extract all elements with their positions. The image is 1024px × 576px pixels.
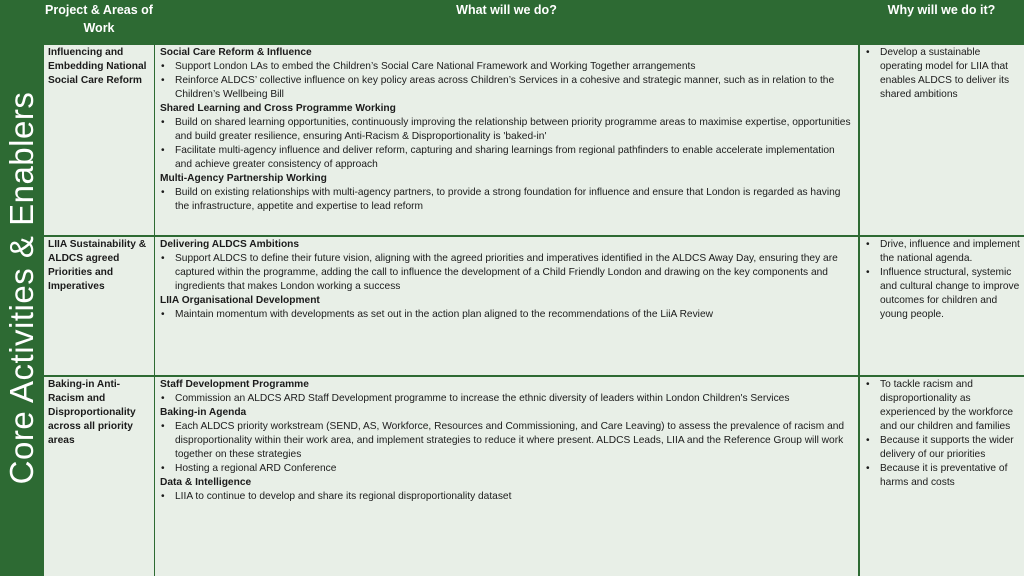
side-banner (0, 0, 44, 576)
list-item: • Build on existing relationships with multi-agency partners, to provide a strong foundation for influence and ensure that London is regarded as having the infrastructure, appetite and expertise to lead reform (160, 186, 854, 214)
row1-what (155, 45, 858, 235)
list-item: • Hosting a regional ARD Conference (160, 462, 854, 476)
row3-area: Baking-in Anti-Racism and Disproportionality across all priority areas (44, 377, 154, 576)
row1-area: Influencing and Embedding National Social Care Reform (44, 45, 154, 235)
list-item: • Support ALDCS to define their future vision, aligning with the agreed priorities and imperatives identified in the ALDCS Away Day, ensuring they are captured within the programme, adding the call to influence the development of a Child Friendly London and drawing on the key components and ingredients that makes London working a success (160, 252, 854, 294)
list-item: • Each ALDCS priority workstream (SEND, AS, Workforce, Resources and Commissioning, and Care Leaving) to assess the prevalence of racism and disproportionality within their work area, and implement strategies to reduce it where present. ALDCS Leads, LIIA and the Reference Group will work together on these strategies (160, 420, 854, 462)
side-title: Core Activities & Enablers (3, 91, 40, 485)
header-project-areas: Project & Areas of Work (45, 3, 153, 35)
row1-why (860, 45, 1024, 235)
list-item: • Because it supports the wider delivery of our priorities (865, 434, 1021, 462)
header-what: What will we do? (456, 3, 557, 17)
section-title: Social Care Reform & Influence (160, 47, 312, 58)
list-item: • Develop a sustainable operating model for LIIA that enables ALDCS to deliver its shared ambitions (865, 46, 1021, 102)
section-title: LIIA Organisational Development (160, 295, 320, 306)
section-title: Baking-in Agenda (160, 407, 247, 418)
list-item: • Drive, influence and implement the national agenda. (865, 238, 1021, 266)
header-why: Why will we do it? (887, 3, 996, 17)
section-title: Staff Development Programme (160, 379, 309, 390)
row3-why (860, 377, 1024, 576)
section-title: Data & Intelligence (160, 477, 252, 488)
section-title: Delivering ALDCS Ambitions (160, 239, 300, 250)
list-item: • Reinforce ALDCS’ collective influence on key policy areas across Children’s Services in a cohesive and strategic manner, such as in relation to the Children’s Wellbeing Bill (160, 74, 854, 102)
row2-why (860, 237, 1024, 375)
list-item: • Build on shared learning opportunities, continuously improving the relationship between priority programme areas to maximise expertise, opportunities and build greater resilience, ensuring Anti-Racism & Disproportionality is 'baked-in' (160, 116, 854, 144)
list-item: • Commission an ALDCS ARD Staff Development programme to increase the ethnic diversity of leaders within London Children's Services (160, 392, 854, 406)
list-item: • Facilitate multi-agency influence and deliver reform, capturing and sharing learnings from regional pathfinders to enable accelerate implementation and achieve greater consistency of approach (160, 144, 854, 172)
section-title: Multi-Agency Partnership Working (160, 173, 327, 184)
list-item: • Because it is preventative of harms and costs (865, 462, 1021, 490)
list-item: • Support London LAs to embed the Children’s Social Care National Framework and Working Together arrangements (160, 60, 854, 74)
list-item: • To tackle racism and disproportionality as experienced by the workforce and our children and families (865, 378, 1021, 434)
row3-what (155, 377, 858, 576)
list-item: • Influence structural, systemic and cultural change to improve outcomes for children and young people. (865, 266, 1021, 322)
list-item: • LIIA to continue to develop and share its regional disproportionality dataset (160, 490, 854, 504)
section-title: Shared Learning and Cross Programme Working (160, 103, 396, 114)
list-item: • Maintain momentum with developments as set out in the action plan aligned to the recommendations of the LiiA Review (160, 308, 854, 322)
row2-area: LIIA Sustainability & ALDCS agreed Priorities and Imperatives (44, 237, 154, 375)
row2-what (155, 237, 858, 375)
